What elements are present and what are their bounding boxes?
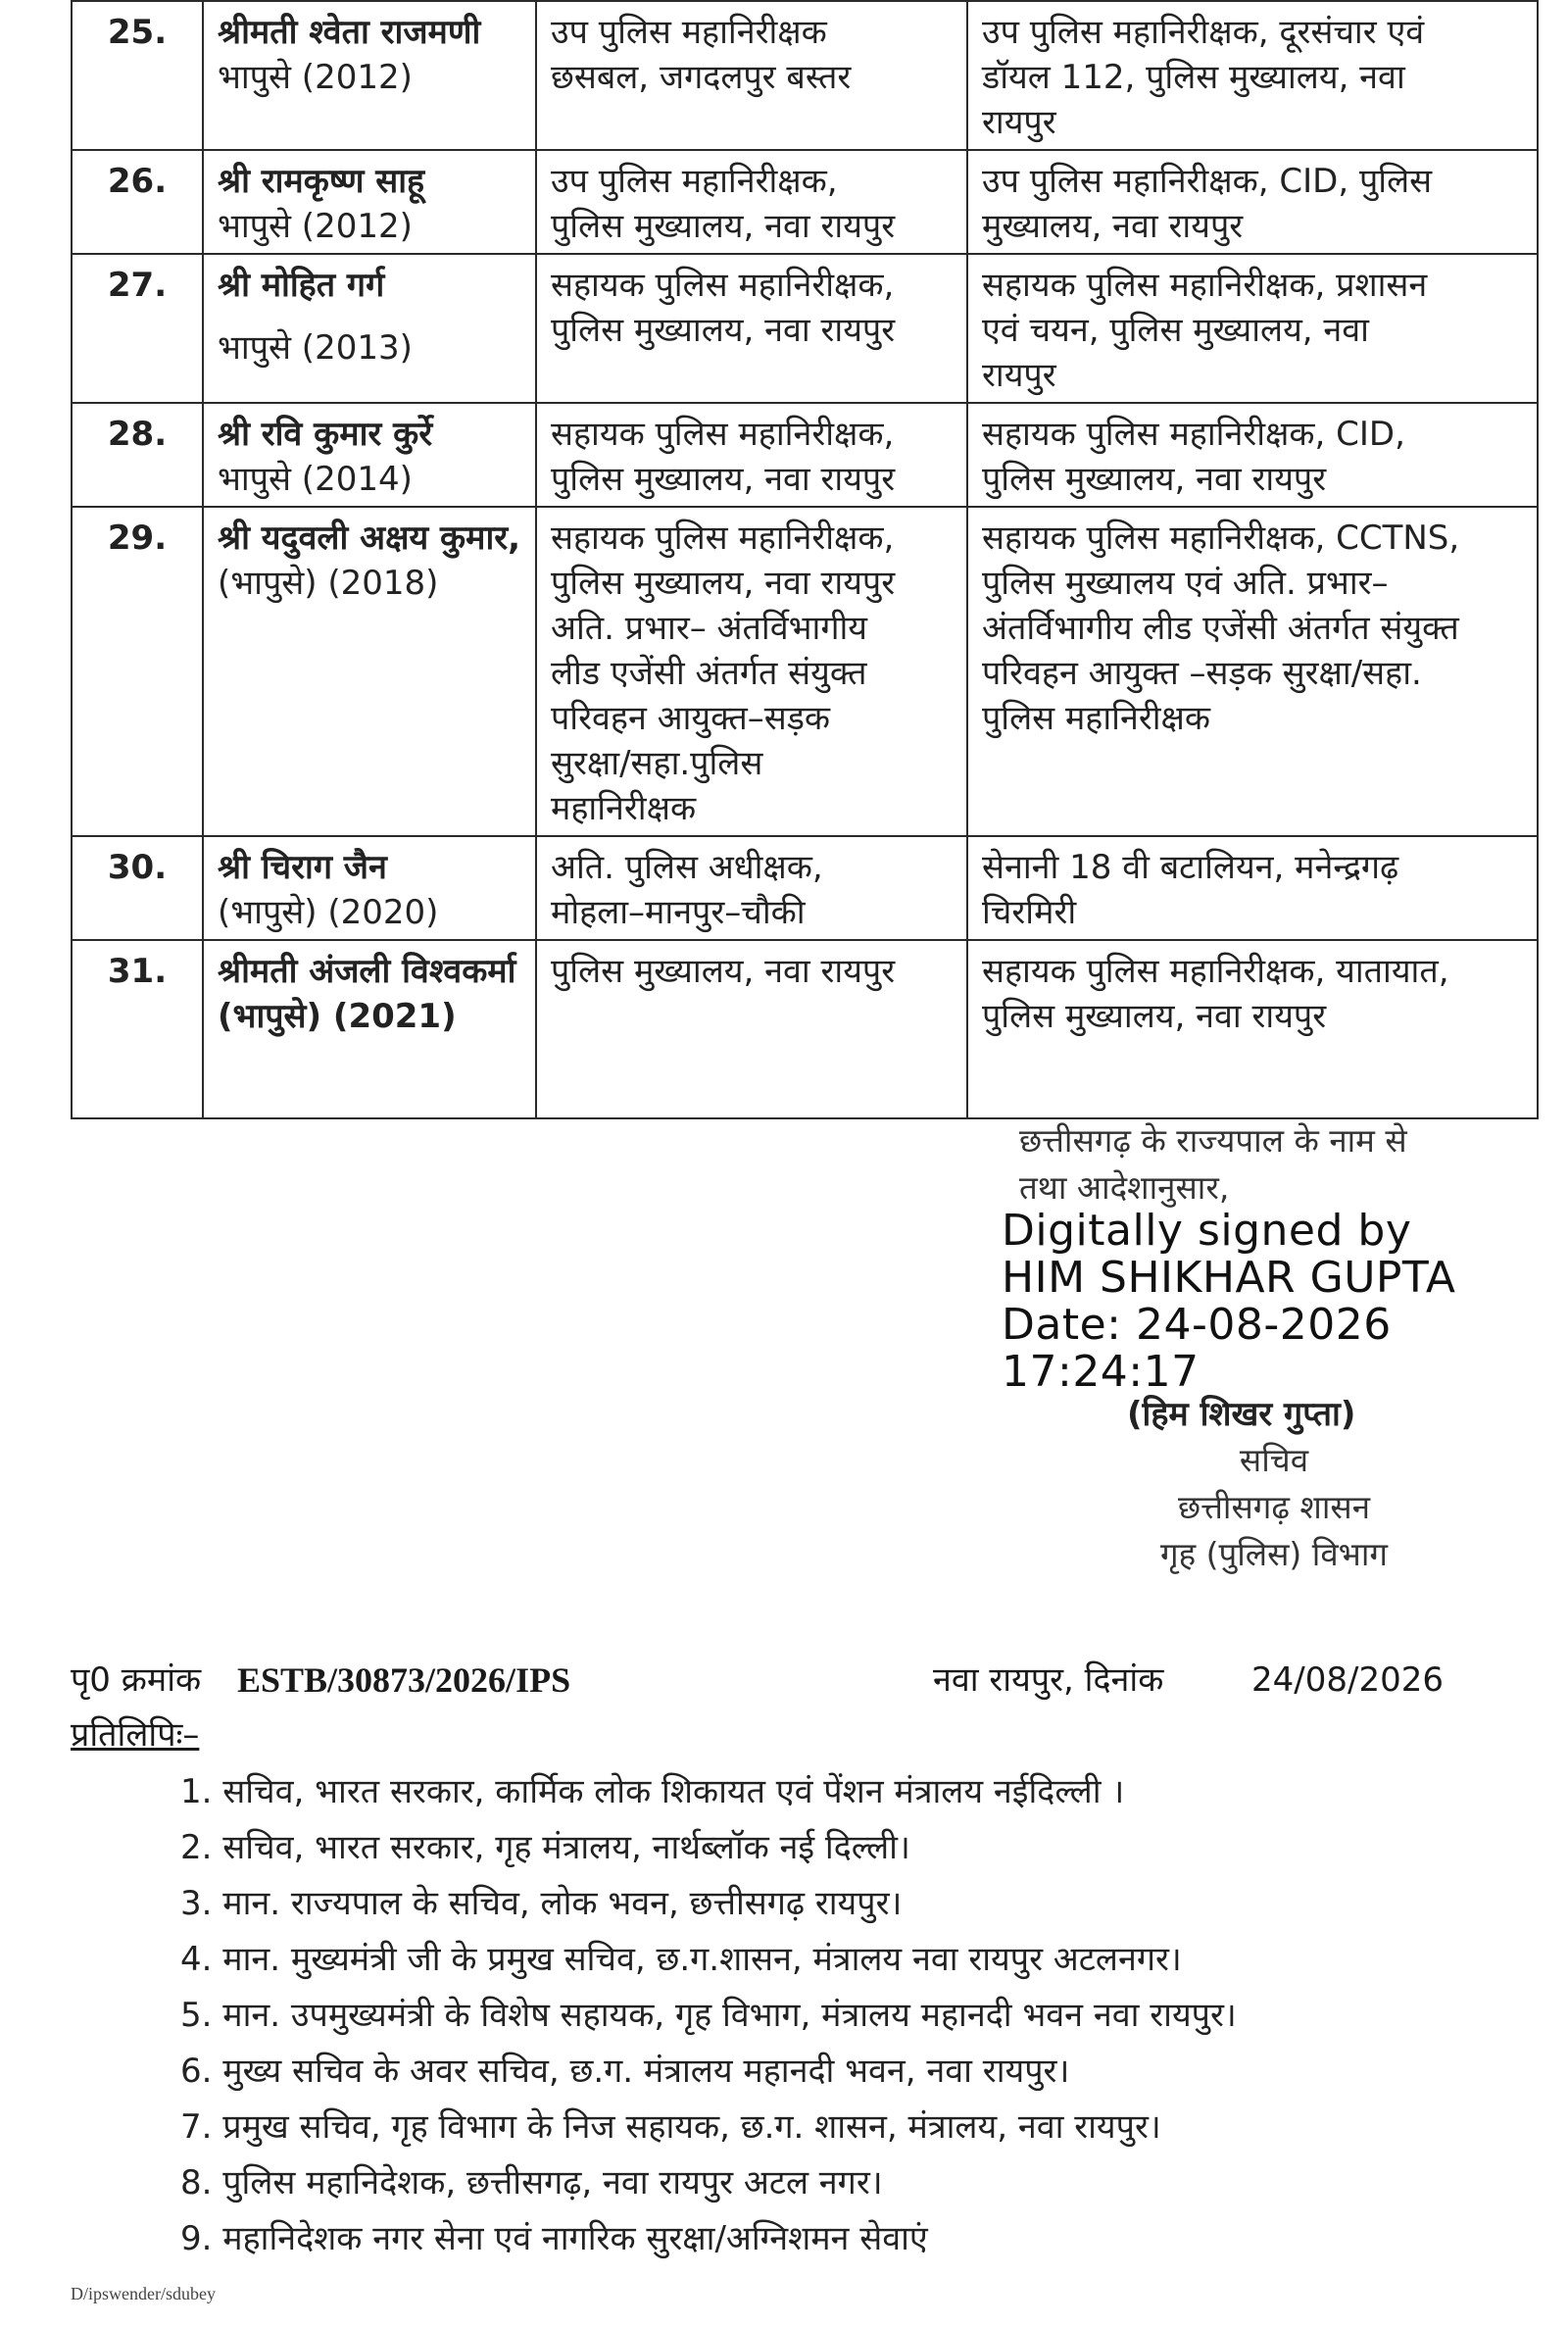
list-item: 8. पुलिस महानिदेशक, छत्तीसगढ़, नवा रायपुर अटल नगर। — [180, 2163, 883, 2202]
officer-batch: (भापुसे) (2021) — [218, 997, 457, 1036]
list-item: 3. मान. राज्यपाल के सचिव, लोक भवन, छत्तीसगढ़ रायपुर। — [180, 1884, 903, 1923]
current-posting-cell: पुलिस मुख्यालय, नवा रायपुर — [536, 940, 967, 1118]
new-posting-cell: सहायक पुलिस महानिरीक्षक, यातायात, पुलिस मुख्यालय, नवा रायपुर — [967, 940, 1538, 1118]
table-row — [72, 1, 1538, 150]
reference-number: ESTB/30873/2026/IPS — [237, 1660, 571, 1700]
officer-cell — [203, 507, 536, 836]
officer-cell — [203, 150, 536, 254]
new-posting-cell: सहायक पुलिस महानिरीक्षक, CID, पुलिस मुख्यालय, नवा रायपुर — [967, 403, 1538, 507]
transfer-table-body — [72, 1, 1538, 1118]
officer-name: श्री रामकृष्ण साहू — [218, 162, 425, 201]
serial-number-cell: 27. — [72, 254, 203, 403]
serial-number-cell: 30. — [72, 836, 203, 940]
table-row — [72, 150, 1538, 254]
reference-line — [71, 1657, 1472, 1704]
signatory-name: (हिम शिखर गुप्ता) — [1127, 1395, 1356, 1434]
digital-signed-by: Digitally signed by — [1002, 1206, 1412, 1256]
transfer-table — [71, 0, 1539, 1119]
officer-name: श्री मोहित गर्ग — [218, 266, 385, 305]
copy-to-list — [180, 1764, 1533, 2267]
list-item: 4. मान. मुख्यमंत्री जी के प्रमुख सचिव, छ.ग.शासन, मंत्रालय नवा रायपुर अटलनगर। — [180, 1940, 1182, 1979]
current-posting-cell: उप पुलिस महानिरीक्षक छसबल, जगदलपुर बस्तर — [536, 1, 967, 150]
table-row — [72, 836, 1538, 940]
officer-cell — [203, 254, 536, 403]
signatory-details — [1127, 1437, 1421, 1578]
signatory-department: गृह (पुलिस) विभाग — [1159, 1535, 1389, 1573]
officer-name: श्री चिराग जैन — [218, 848, 387, 887]
officer-name: श्रीमती अंजली विश्वकर्मा — [218, 952, 516, 991]
list-item: 6. मुख्य सचिव के अवर सचिव, छ.ग. मंत्रालय महानदी भवन, नवा रायपुर। — [180, 2052, 1070, 2091]
reference-place: नवा रायपुर, दिनांक — [933, 1660, 1164, 1700]
digital-sign-time: 17:24:17 — [1002, 1347, 1200, 1397]
table-row — [72, 507, 1538, 836]
serial-number-cell: 31. — [72, 940, 203, 1118]
list-item: 2. सचिव, भारत सरकार, गृह मंत्रालय, नार्थब्लॉक नई दिल्ली। — [180, 1828, 910, 1867]
list-item: 5. मान. उपमुख्यमंत्री के विशेष सहायक, गृह विभाग, मंत्रालय महानदी भवन नवा रायपुर। — [180, 1996, 1237, 2035]
list-item: 9. महानिदेशक नगर सेना एवं नागरिक सुरक्षा/अग्निशमन सेवाएं — [180, 2219, 928, 2258]
new-posting-cell: सेनानी 18 वी बटालियन, मनेन्द्रगढ़ चिरमिरी — [967, 836, 1538, 940]
officer-batch: भापुसे (2012) — [218, 58, 413, 97]
officer-name: श्री रवि कुमार कुर्रे — [218, 415, 433, 454]
signatory-designation: सचिव — [1239, 1441, 1309, 1479]
list-item: 7. प्रमुख सचिव, गृह विभाग के निज सहायक, छ.ग. शासन, मंत्रालय, नवा रायपुर। — [180, 2107, 1161, 2147]
serial-number-cell: 28. — [72, 403, 203, 507]
current-posting-cell: अति. पुलिस अधीक्षक, मोहला–मानपुर–चौकी — [536, 836, 967, 940]
new-posting-cell: उप पुलिस महानिरीक्षक, दूरसंचार एवं डॉयल 112, पुलिस मुख्यालय, नवा रायपुर — [967, 1, 1538, 150]
officer-name: श्री यदुवली अक्षय कुमार, — [218, 519, 521, 558]
new-posting-cell: उप पुलिस महानिरीक्षक, CID, पुलिस मुख्यालय, नवा रायपुर — [967, 150, 1538, 254]
officer-batch: भापुसे (2013) — [218, 328, 413, 368]
current-posting-cell: उप पुलिस महानिरीक्षक, पुलिस मुख्यालय, नवा रायपुर — [536, 150, 967, 254]
list-item: 1. सचिव, भारत सरकार, कार्मिक लोक शिकायत एवं पेंशन मंत्रालय नईदिल्ली । — [180, 1772, 1125, 1811]
serial-number-cell: 25. — [72, 1, 203, 150]
digital-signer-name: HIM SHIKHAR GUPTA — [1002, 1253, 1456, 1303]
officer-cell — [203, 940, 536, 1118]
table-row — [72, 254, 1538, 403]
officer-name: श्रीमती श्वेता राजमणी — [218, 13, 481, 52]
officer-cell — [203, 403, 536, 507]
officer-cell — [203, 836, 536, 940]
new-posting-cell: सहायक पुलिस महानिरीक्षक, प्रशासन एवं चयन, पुलिस मुख्यालय, नवा रायपुर — [967, 254, 1538, 403]
current-posting-cell: सहायक पुलिस महानिरीक्षक, पुलिस मुख्यालय, नवा रायपुर — [536, 403, 967, 507]
table-row — [72, 403, 1538, 507]
digital-sign-date: Date: 24-08-2026 — [1002, 1300, 1392, 1350]
serial-number-cell: 29. — [72, 507, 203, 836]
new-posting-cell: सहायक पुलिस महानिरीक्षक, CCTNS, पुलिस मुख्यालय एवं अति. प्रभार– अंतर्विभागीय लीड एजेंसी अंतर्गत संयुक्त परिवहन आयुक्त –सड़क सुरक्षा/सहा. पुलिस महानिरीक्षक — [967, 507, 1538, 836]
digital-signature — [1002, 1208, 1531, 1396]
reference-label: पृ0 क्रमांक — [71, 1660, 202, 1700]
footer-note: D/ipswender/sdubey — [71, 2284, 216, 2303]
table-row — [72, 940, 1538, 1118]
signatory-government: छत्तीसगढ़ शासन — [1177, 1488, 1371, 1526]
current-posting-cell: सहायक पुलिस महानिरीक्षक, पुलिस मुख्यालय, नवा रायपुर अति. प्रभार– अंतर्विभागीय लीड एजेंसी अंतर्गत संयुक्त परिवहन आयुक्त–सड़क सुरक्षा/सहा.पुलिस महानिरीक्षक — [536, 507, 967, 836]
officer-batch: भापुसे (2012) — [218, 207, 413, 246]
officer-batch: (भापुसे) (2018) — [218, 564, 439, 603]
reference-date: 24/08/2026 — [1251, 1660, 1444, 1700]
officer-batch: (भापुसे) (2020) — [218, 893, 439, 932]
officer-cell — [203, 1, 536, 150]
serial-number-cell: 26. — [72, 150, 203, 254]
officer-batch: भापुसे (2014) — [218, 460, 413, 499]
copy-to-title: प्रतिलिपिः– — [71, 1715, 200, 1755]
signature-intro: छत्तीसगढ़ के राज्यपाल के नाम से तथा आदेशानुसार, — [1019, 1121, 1407, 1207]
current-posting-cell: सहायक पुलिस महानिरीक्षक, पुलिस मुख्यालय, नवा रायपुर — [536, 254, 967, 403]
